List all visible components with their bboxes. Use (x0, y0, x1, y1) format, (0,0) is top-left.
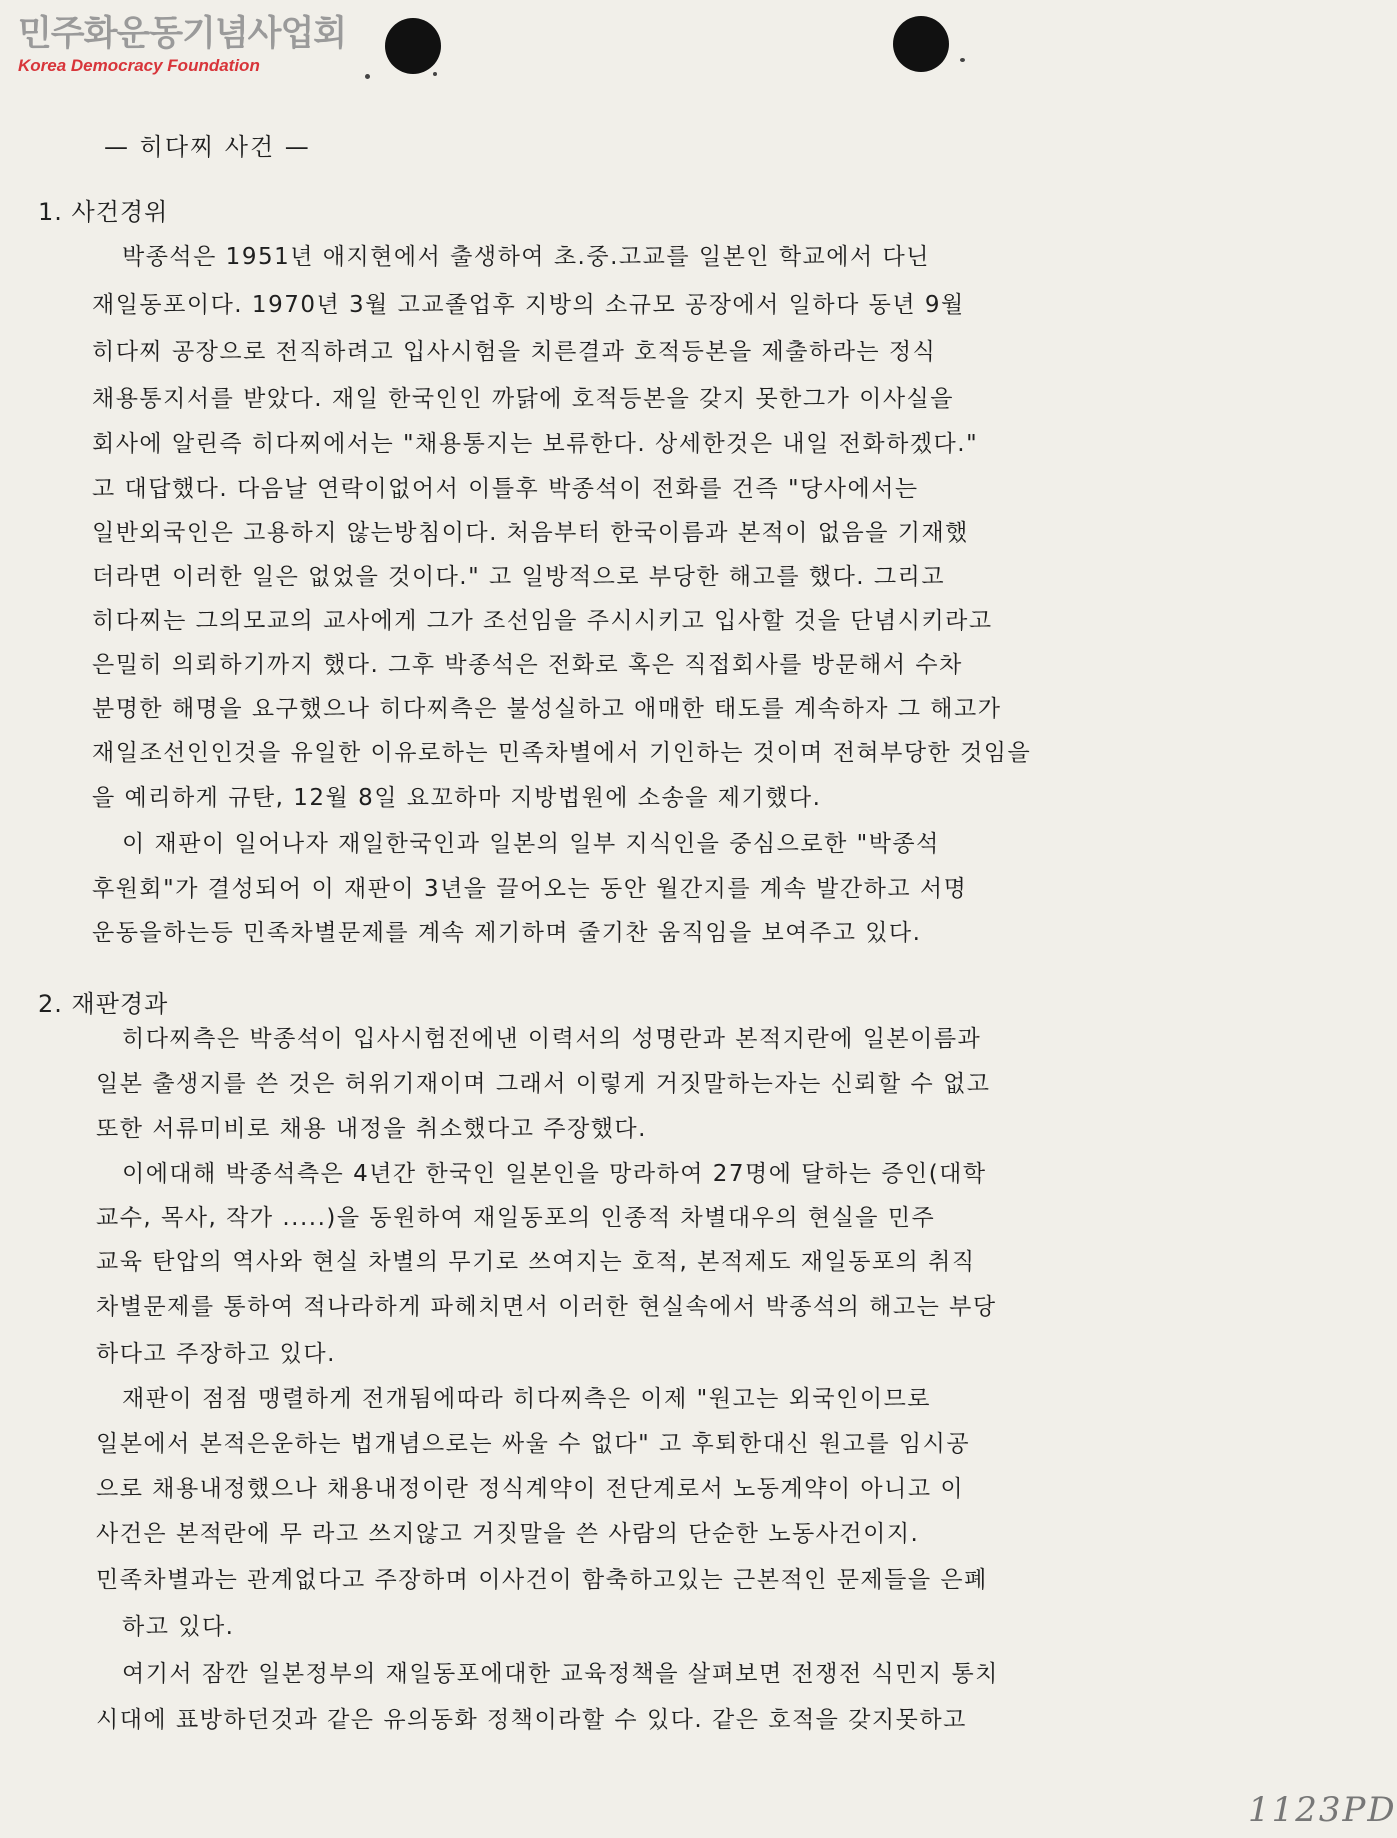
section-2-line: 민족차별과는 관계없다고 주장하며 이사건이 함축하고있는 근본적인 문제들을 은폐 (96, 1567, 988, 1593)
section-2-line: 사건은 본적란에 무 라고 쓰지않고 거짓말을 쓴 사람의 단순한 노동사건이지. (96, 1521, 920, 1547)
section-2-line: 차별문제를 통하여 적나라하게 파헤치면서 이러한 현실속에서 박종석의 해고는 부당 (96, 1294, 997, 1320)
logo-korean-text: 민주화운동기념사업회 (18, 14, 347, 54)
section-1-line: 더라면 이러한 일은 없었을 것이다." 고 일방적으로 부당한 해고를 했다. 그리고 (92, 564, 946, 590)
section-2-line: 또한 서류미비로 채용 내정을 취소했다고 주장했다. (96, 1116, 647, 1142)
section-1-line: 재일동포이다. 1970년 3월 고교졸업후 지방의 소규모 공장에서 일하다 동년 9월 (92, 292, 965, 318)
section-1-line: 후원회"가 결성되어 이 재판이 3년을 끌어오는 동안 월간지를 계속 발간하고 서명 (92, 876, 968, 902)
section-1-line: 운동을하는등 민족차별문제를 계속 제기하며 줄기찬 움직임을 보여주고 있다. (92, 920, 922, 946)
section-1-line: 은밀히 의뢰하기까지 했다. 그후 박종석은 전화로 혹은 직접회사를 방문해서 수차 (92, 652, 963, 678)
section-2-line: 이에대해 박종석측은 4년간 한국인 일본인을 망라하여 27명에 달하는 증인(대학 (122, 1161, 987, 1187)
logo-english-text: Korea Democracy Foundation (18, 56, 260, 75)
scan-speck (365, 74, 370, 79)
section-2-line: 교수, 목사, 작가 .....)을 동원하여 재일동포의 인종적 차별대우의 현실을 민주 (96, 1205, 936, 1231)
binder-hole-left (385, 18, 441, 74)
section-2-line: 하고 있다. (122, 1614, 235, 1640)
scan-speck (433, 72, 437, 76)
section-2-line: 시대에 표방하던것과 같은 유의동화 정책이라할 수 있다. 같은 호적을 갖지못하고 (96, 1707, 967, 1733)
section-2-line: 일본 출생지를 쓴 것은 허위기재이며 그래서 이렇게 거짓말하는자는 신뢰할 수 없고 (96, 1071, 991, 1097)
section-2-line: 하다고 주장하고 있다. (96, 1341, 336, 1367)
section-1-line: 히다찌 공장으로 전직하려고 입사시험을 치른결과 호적등본을 제출하라는 정식 (92, 339, 937, 365)
section-2-line: 재판이 점점 맹렬하게 전개됨에따라 히다찌측은 이제 "원고는 외국인이므로 (122, 1386, 932, 1412)
binder-hole-right (893, 16, 949, 72)
foundation-logo (18, 14, 346, 76)
page-reference-number: 1123PD (1248, 1790, 1397, 1830)
section-2-line: 교육 탄압의 역사와 현실 차별의 무기로 쓰여지는 호적, 본적제도 재일동포의 취직 (96, 1249, 976, 1275)
section-1-line: 재일조선인인것을 유일한 이유로하는 민족차별에서 기인하는 것이며 전혀부당한 것임을 (92, 740, 1032, 766)
document-title: — 히다찌 사건 — (104, 133, 311, 161)
section-1-line: 채용통지서를 받았다. 재일 한국인인 까닭에 호적등본을 갖지 못한그가 이사실을 (92, 386, 954, 412)
section-2-line: 여기서 잠깐 일본정부의 재일동포에대한 교육정책을 살펴보면 전쟁전 식민지 통치 (122, 1661, 999, 1687)
section-1-heading: 1. 사건경위 (38, 198, 169, 226)
section-2-heading: 2. 재판경과 (38, 990, 169, 1018)
section-2-line: 일본에서 본적은운하는 법개념으로는 싸울 수 없다" 고 후퇴한대신 원고를 임시공 (96, 1431, 971, 1457)
section-2-line: 히다찌측은 박종석이 입사시험전에낸 이력서의 성명란과 본적지란에 일본이름과 (122, 1026, 982, 1052)
section-1-line: 박종석은 1951년 애지현에서 출생하여 초.중.고교를 일본인 학교에서 다닌 (122, 244, 930, 270)
section-1-line: 분명한 해명을 요구했으나 히다찌측은 불성실하고 애매한 태도를 계속하자 그 해고가 (92, 696, 1002, 722)
section-2-line: 으로 채용내정했으나 채용내정이란 정식계약이 전단계로서 노동계약이 아니고 이 (96, 1476, 965, 1502)
section-1-line: 이 재판이 일어나자 재일한국인과 일본의 일부 지식인을 중심으로한 "박종석 (122, 831, 940, 857)
scan-speck (960, 58, 965, 62)
section-1-line: 고 대답했다. 다음날 연락이없어서 이틀후 박종석이 전화를 건즉 "당사에서는 (92, 476, 919, 502)
section-1-line: 회사에 알린즉 히다찌에서는 "채용통지는 보류한다. 상세한것은 내일 전화하겠다." (92, 431, 979, 457)
section-1-line: 일반외국인은 고용하지 않는방침이다. 처음부터 한국이름과 본적이 없음을 기재했 (92, 520, 969, 546)
section-1-line: 을 예리하게 규탄, 12월 8일 요꼬하마 지방법원에 소송을 제기했다. (92, 785, 822, 811)
section-1-line: 히다찌는 그의모교의 교사에게 그가 조선임을 주시시키고 입사할 것을 단념시키라고 (92, 608, 993, 634)
